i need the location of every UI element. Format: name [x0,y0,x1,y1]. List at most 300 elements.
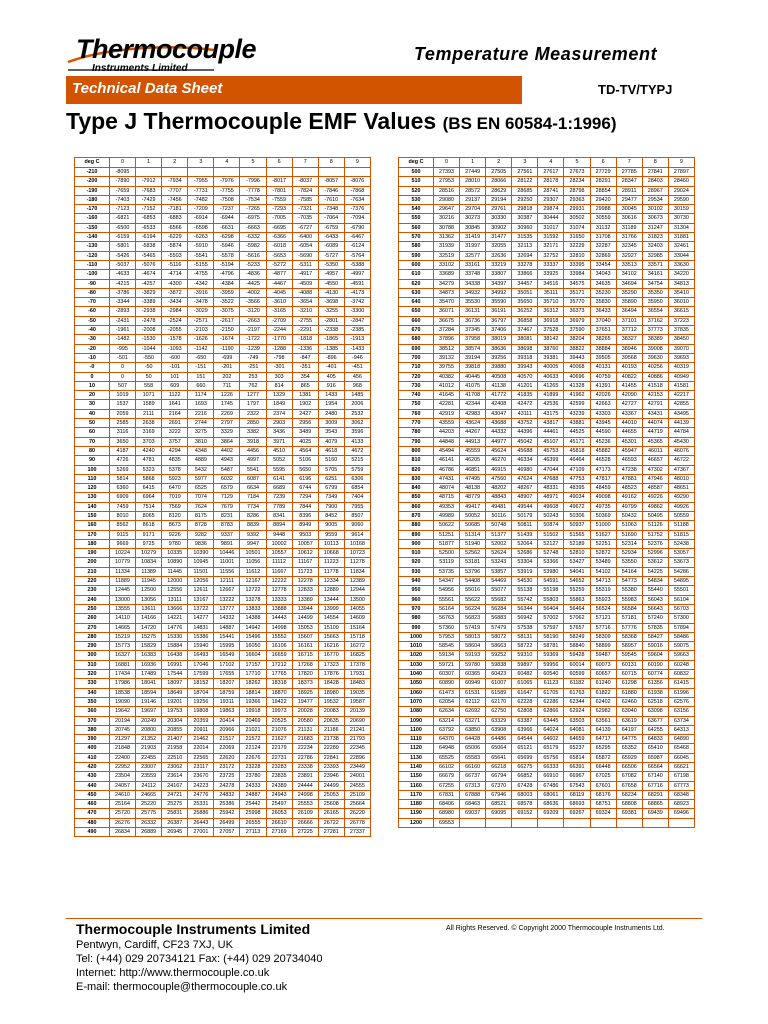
emf-cell: -1770 [266,335,292,344]
emf-cell: 45882 [590,446,616,455]
table-corner: deg C [399,158,434,168]
emf-cell: -1433 [344,344,370,353]
emf-cell: -1818 [292,335,318,344]
emf-cell: -7846 [318,186,344,195]
emf-cell: 12111 [214,577,240,586]
emf-cell: 5215 [344,456,370,465]
emf-cell: 17434 [110,670,136,679]
emf-cell: 17599 [188,670,214,679]
emf-cell: 31535 [512,233,538,242]
emf-cell: -2385 [344,326,370,335]
emf-cell: 1589 [136,400,162,409]
emf-cell: 36191 [486,307,512,316]
emf-cell: -3610 [266,298,292,307]
emf-cell: 54102 [590,567,616,576]
emf-cell: 12278 [292,577,318,586]
emf-cell: 63908 [486,725,512,734]
table-row [399,168,695,177]
emf-cell: 25331 [188,800,214,809]
emf-cell: 14221 [162,614,188,623]
emf-cell: 11501 [188,567,214,576]
row-temperature: 290 [75,642,110,651]
emf-cell: 62460 [616,697,642,706]
emf-cell: 35230 [590,288,616,297]
emf-cell: 8231 [214,511,240,520]
row-temperature: 400 [75,744,110,753]
table-row [75,381,371,390]
emf-cell: 15496 [240,632,266,641]
emf-cell: 52314 [616,539,642,548]
row-temperature: 720 [399,372,434,381]
emf-cell: 6634 [240,484,266,493]
emf-cell: 28685 [512,186,538,195]
emf-cell: 35290 [616,288,642,297]
table-row [75,456,371,465]
emf-cell: -3916 [188,288,214,297]
emf-cell: 64717 [590,735,616,744]
emf-cell: 8673 [162,521,188,530]
emf-cell: 66564 [642,763,668,772]
emf-cell: 65468 [668,744,694,753]
emf-cell: 7074 [188,493,214,502]
emf-cell: 10557 [266,549,292,558]
emf-cell: -201 [214,363,240,372]
emf-cell: -2244 [266,326,292,335]
emf-cell: -5653 [266,251,292,260]
table-row [75,242,371,251]
emf-cell: 22510 [162,753,188,762]
emf-cell: 41201 [512,381,538,390]
emf-cell: 38636 [486,344,512,353]
emf-cell: 4294 [162,446,188,455]
table-row [75,567,371,576]
table-row [75,223,371,232]
emf-cell: 16050 [240,642,266,651]
emf-cell: 6525 [188,484,214,493]
emf-cell: -3872 [162,288,188,297]
emf-cell: 14499 [292,614,318,623]
emf-cell: 20028 [292,707,318,716]
column-header: 7 [616,158,642,168]
emf-cell: 24499 [318,781,344,790]
emf-cell: 15441 [214,632,240,641]
row-temperature: 660 [399,316,434,325]
table-row [399,307,695,316]
emf-cell: 11445 [162,567,188,576]
emf-cell: 35530 [460,298,486,307]
table-row [75,502,371,511]
emf-cell: 16936 [136,660,162,669]
emf-cell: 51377 [486,530,512,539]
emf-cell: 26555 [240,818,266,827]
emf-cell: 32229 [564,242,590,251]
emf-cell: -1482 [110,335,136,344]
emf-cell: 5323 [136,465,162,474]
emf-cell: 20855 [162,725,188,734]
emf-cell: 3329 [214,428,240,437]
emf-cell: 47431 [434,474,460,483]
emf-cell: 37101 [616,316,642,325]
table-row [399,233,695,242]
emf-cell: -4088 [292,288,318,297]
emf-cell: 44525 [564,428,590,437]
emf-cell: 52500 [434,549,460,558]
emf-cell: 48202 [486,484,512,493]
emf-cell: 65699 [512,753,538,762]
emf-cell: 49226 [642,493,668,502]
emf-cell: 38760 [538,344,564,353]
table-row [399,493,695,502]
row-temperature: 80 [75,446,110,455]
emf-cell: -6944 [214,214,240,223]
doc-code: TD-TV/TYPJ [598,82,673,97]
emf-cell: 34102 [616,270,642,279]
emf-cell: 46528 [590,456,616,465]
emf-cell: 20800 [136,725,162,734]
emf-cell: 39693 [668,353,694,362]
emf-cell: -4674 [136,270,162,279]
emf-cell: 14942 [240,623,266,632]
emf-cell: 46786 [434,465,460,474]
emf-cell: 53673 [668,558,694,567]
emf-cell: 8065 [136,511,162,520]
emf-cell: 28347 [616,177,642,186]
footer-phone: Tel: (+44) 029 20734121 Fax: (+44) 029 20734040 [76,953,323,965]
emf-cell: 56703 [668,604,694,613]
emf-cell: 14055 [344,604,370,613]
emf-cell: 11056 [240,558,266,567]
emf-cell: -5350 [318,260,344,269]
emf-cell: 69095 [486,809,512,818]
emf-cell: -6663 [240,223,266,232]
row-temperature: 1070 [399,697,434,706]
emf-cell: 14554 [318,614,344,623]
footer-internet-link[interactable]: Internet: http://www.thermocouple.co.uk [76,967,270,979]
emf-cell: 23117 [188,763,214,772]
table-row [399,744,695,753]
row-temperature: 880 [399,521,434,530]
emf-cell: 17544 [162,670,188,679]
emf-cell: 13833 [240,604,266,613]
emf-cell: 36736 [460,316,486,325]
emf-cell: -7209 [188,205,214,214]
emf-cell: 6141 [266,474,292,483]
emf-cell: -5116 [162,260,188,269]
emf-cell: 55803 [538,595,564,604]
emf-cell: -4509 [292,279,318,288]
emf-cell: 67255 [434,781,460,790]
emf-cell: -1578 [162,335,188,344]
emf-cell: 56164 [434,604,460,613]
emf-cell: 60774 [642,670,668,679]
emf-cell: 68578 [512,800,538,809]
emf-cell: 58368 [616,632,642,641]
emf-cell: -6533 [136,223,162,232]
emf-cell: -7508 [214,195,240,204]
table-row [75,707,371,716]
emf-cell: -6298 [214,233,240,242]
table-row [75,772,371,781]
emf-cell: 40696 [564,372,590,381]
emf-cell: 17931 [344,670,370,679]
emf-cell: 30616 [616,214,642,223]
emf-cell: 25831 [162,809,188,818]
emf-cell: 25109 [344,790,370,799]
emf-cell: 5432 [188,465,214,474]
table-row [399,335,695,344]
table-row [399,753,695,762]
row-temperature: 120 [75,484,110,493]
emf-cell: 59780 [460,660,486,669]
emf-cell: 19366 [240,697,266,706]
emf-cell: 16549 [214,651,240,660]
emf-cell: 56942 [512,614,538,623]
emf-cell: 9337 [214,530,240,539]
emf-cell: 13555 [110,604,136,613]
emf-cell: 41962 [564,391,590,400]
emf-cell: 57062 [564,614,590,623]
emf-cell: 30845 [460,223,486,232]
emf-cell [538,818,564,827]
emf-cell: 63677 [642,716,668,725]
emf-cell: 865 [292,381,318,390]
emf-cell: 16715 [292,651,318,660]
emf-cell: 23835 [266,772,292,781]
emf-cell: 29534 [642,195,668,204]
emf-cell: 20469 [240,716,266,725]
emf-cell: 15884 [162,642,188,651]
emf-cell: 25775 [136,809,162,818]
emf-cell: 65006 [460,744,486,753]
row-temperature: 1190 [399,809,434,818]
emf-cell: 40570 [512,372,538,381]
table-header-row [399,158,695,168]
emf-cell: 54713 [590,577,616,586]
footer-divider [66,918,702,919]
emf-cell: 762 [240,381,266,390]
emf-cell: 14332 [214,614,240,623]
emf-cell: -7376 [344,205,370,214]
emf-cell: 4564 [292,446,318,455]
emf-cell: -5076 [136,260,162,269]
column-header: 6 [590,158,616,168]
emf-cell: -8095 [110,168,136,177]
emf-cell: 17046 [188,660,214,669]
row-temperature: 320 [75,670,110,679]
emf-cell: 35470 [434,298,460,307]
emf-cell: 63445 [538,716,564,725]
emf-cell: 14998 [266,623,292,632]
emf-cell: 3703 [136,437,162,446]
emf-cell: 31132 [590,223,616,232]
row-temperature: 690 [399,344,434,353]
emf-cell: 9947 [240,539,266,548]
emf-cell: 18925 [292,688,318,697]
row-temperature: 440 [75,781,110,790]
table-row [75,446,371,455]
emf-cell: 30216 [434,214,460,223]
emf-cell: 13500 [344,595,370,604]
emf-cell: 49034 [564,493,590,502]
column-header: 9 [668,158,694,168]
emf-cell: 33984 [564,270,590,279]
emf-cell: -101 [162,363,188,372]
emf-cell: 68521 [486,800,512,809]
emf-cell [136,168,162,177]
emf-cell: 37162 [642,316,668,325]
row-temperature: 1100 [399,725,434,734]
emf-cell: -3522 [214,298,240,307]
emf-cell: 15109 [318,623,344,632]
emf-cell: -3698 [318,298,344,307]
emf-cell: 6196 [292,474,318,483]
table-row [75,419,371,428]
emf-cell: 41581 [668,381,694,390]
emf-cell: -4877 [266,270,292,279]
emf-cell: 67831 [434,790,460,799]
emf-cell: 21572 [240,735,266,744]
emf-cell: -6467 [344,233,370,242]
row-temperature: -20 [75,344,110,353]
emf-cell: 42217 [668,391,694,400]
emf-cell: 66391 [564,763,590,772]
emf-cell: 14665 [110,623,136,632]
emf-cell: 28066 [486,177,512,186]
emf-cell: 6032 [214,474,240,483]
row-temperature: -130 [75,242,110,251]
emf-cell: 61996 [668,688,694,697]
emf-cell: 9171 [136,530,162,539]
emf-cell: 56344 [512,604,538,613]
emf-cell: 33925 [538,270,564,279]
emf-cell: 41455 [616,381,642,390]
emf-cell: 7019 [162,493,188,502]
table-row [75,307,371,316]
emf-cell: 16383 [136,651,162,660]
emf-cell: 53857 [486,567,512,576]
table-row [399,604,695,613]
emf-cell: 21627 [266,735,292,744]
emf-cell: 64255 [642,725,668,734]
emf-cell: 39318 [512,353,538,362]
table-row [399,530,695,539]
emf-cell: 68406 [434,800,460,809]
emf-cell: 1849 [266,400,292,409]
row-temperature: 600 [399,260,434,269]
emf-cell: 10723 [344,549,370,558]
emf-cell: 1277 [240,391,266,400]
emf-cell: -6566 [162,223,188,232]
emf-cell: -3075 [214,307,240,316]
emf-cell: 55259 [564,586,590,595]
emf-cell: 12722 [240,586,266,595]
emf-cell: 6470 [162,484,188,493]
emf-cell: -550 [136,353,162,362]
emf-cell: 38327 [616,335,642,344]
emf-cell: 45301 [616,437,642,446]
emf-cell: 66102 [434,763,460,772]
emf-cell: -3255 [318,307,344,316]
table-row [399,577,695,586]
emf-cell: 54347 [434,577,460,586]
emf-cell: 52064 [512,539,538,548]
row-temperature: 430 [75,772,110,781]
emf-cell: 42599 [564,400,590,409]
emf-cell: 202 [214,372,240,381]
emf-cell: 59428 [564,651,590,660]
emf-cell: 3489 [292,428,318,437]
emf-cell: 38512 [434,344,460,353]
emf-cell: 67486 [538,781,564,790]
emf-cell: -7731 [188,186,214,195]
emf-cell: 41138 [486,381,512,390]
emf-cell: 27897 [668,168,694,177]
emf-cell: -946 [344,353,370,362]
emf-cell: 35950 [642,298,668,307]
emf-cell: 17655 [214,670,240,679]
emf-cell: -1530 [136,335,162,344]
emf-cell: 35171 [564,288,590,297]
emf-cell: 34220 [668,270,694,279]
emf-cell: 68463 [460,800,486,809]
emf-cell: 37896 [434,335,460,344]
emf-cell: 51063 [616,521,642,530]
emf-cell: 1019 [110,391,136,400]
row-temperature: 310 [75,660,110,669]
emf-cell: 18097 [162,679,188,688]
emf-cell: 4079 [318,437,344,446]
emf-cell: 660 [188,381,214,390]
table-row [75,270,371,279]
emf-cell: 35710 [538,298,564,307]
row-temperature: 370 [75,716,110,725]
emf-cell: 45171 [564,437,590,446]
row-temperature: -110 [75,260,110,269]
emf-cell: -3478 [188,298,214,307]
emf-cell: 53427 [564,558,590,567]
emf-cell: 60540 [538,670,564,679]
emf-cell: 17323 [318,660,344,669]
emf-cell: 29761 [486,205,512,214]
row-temperature: 670 [399,326,434,335]
table-row [75,205,371,214]
emf-cell: 29024 [668,186,694,195]
emf-cell: 19311 [214,697,240,706]
emf-cell: 27729 [590,168,616,177]
column-header: 5 [564,158,590,168]
emf-cell: 31017 [538,223,564,232]
emf-cell: 32519 [434,251,460,260]
title-standard: (BS EN 60584-1:1996) [442,114,617,133]
table-row [75,298,371,307]
emf-cell: 62286 [538,697,564,706]
emf-cell: 38698 [512,344,538,353]
emf-cell: 12611 [188,586,214,595]
emf-cell: -4384 [214,279,240,288]
emf-cell: 27505 [486,168,512,177]
emf-cell: -4425 [240,279,266,288]
emf-cell: 47173 [590,465,616,474]
row-temperature: 900 [399,539,434,548]
emf-cell: 4618 [318,446,344,455]
emf-cell: -1913 [344,335,370,344]
emf-cell: -5426 [110,251,136,260]
emf-cell: 4510 [266,446,292,455]
emf-cell: 3757 [162,437,188,446]
emf-cell: 14110 [110,614,136,623]
footer-email-link[interactable]: E-mail: thermocouple@thermocouple.co.uk [76,981,288,993]
emf-cell: -5946 [214,242,240,251]
